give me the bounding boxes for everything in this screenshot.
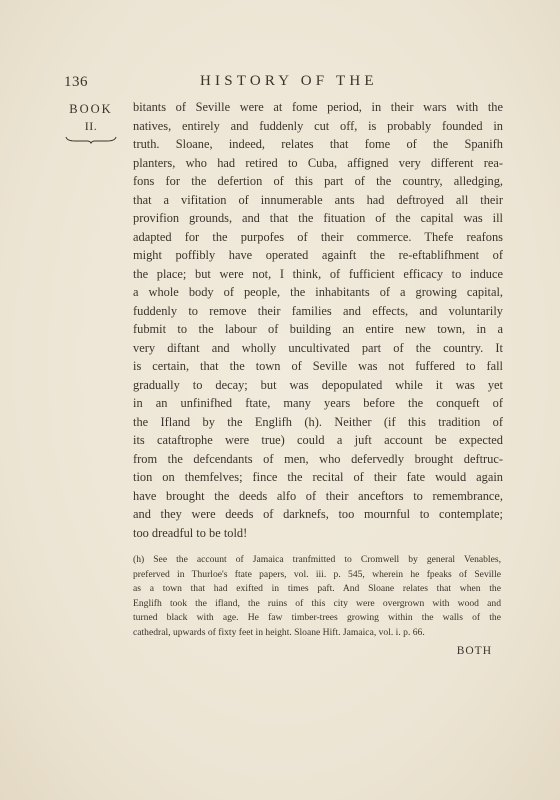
running-head: HISTORY OF THE — [200, 73, 378, 89]
text-line: very diftant and wholly uncultivated part of the country. It — [133, 340, 503, 355]
text-line: bitants of Seville were at fome period, in their wars with the — [133, 100, 503, 114]
text-line: too dreadful to be told! — [133, 525, 248, 540]
text-line: fuddenly to remove their families and effects, and voluntarily — [133, 303, 503, 318]
footnote — [133, 553, 501, 641]
text-line: a whole body of people, the inhabitants of a growing capital, — [133, 285, 503, 299]
text-line: planters, who had retired to Cuba, affigned very different rea- — [133, 155, 503, 170]
text-line: from the defcendants of men, who defervedly brought deftruc- — [133, 451, 503, 466]
text-line: is certain, that the town of Seville was not fuffered to fall — [133, 359, 503, 373]
text-line: natives, entirely and fuddenly cut off, is probably founded in — [133, 118, 503, 133]
text-line: that a vifitation of innumerable ants had deftroyed all their — [133, 192, 503, 207]
text-line: the place; but were not, I think, of fufficient efficacy to induce — [133, 266, 503, 281]
page-number: 136 — [64, 74, 88, 90]
text-line: its cataftrophe were true) could a juft account be expected — [133, 433, 503, 447]
book-number: II. — [84, 119, 98, 133]
text-line: gradually to decay; but was depopulated while it was yet — [133, 377, 503, 392]
text-line: the Ifland by the Englifh (h). Neither (if this tradition of — [133, 414, 503, 429]
body-text — [133, 98, 503, 542]
catchword: BOTH — [456, 645, 492, 657]
footnote-line: as a town that had exifted in times paft. And Sloane relates that when the — [133, 583, 501, 595]
text-line: and they were deeds of darknefs, too mournful to contemplate; — [133, 507, 503, 521]
book-word: BOOK — [69, 102, 113, 116]
text-line: truth. Sloane, indeed, relates that fome of the Spanifh — [133, 137, 503, 151]
text-line: tion on themfelves; fince the recital of their fate would again — [133, 470, 503, 484]
footnote-line: cathedral, upwards of fixty feet in height. Sloane Hift. Jamaica, vol. i. p. 66. — [133, 626, 425, 638]
text-line: fubmit to the labour of building an entire new town, in a — [133, 322, 503, 336]
text-line: provifion grounds, and that the fituation of the capital was ill — [133, 211, 503, 225]
margin-book-label — [60, 101, 122, 144]
text-line: in an unfinifhed ftate, many years before the conqueft of — [133, 396, 503, 410]
text-line: adapted for the purpofes of their commerce. Thefe reafons — [133, 229, 503, 244]
footnote-line: (h) See the account of Jamaica tranfmitted to Cromwell by general Venables, — [133, 554, 501, 565]
text-line: have brought the deeds alfo of their anceftors to remembrance, — [133, 488, 503, 503]
footnote-line: Englifh took the ifland, the ruins of this city were overgrown with wood and — [133, 597, 501, 609]
footnote-line: turned black with age. He faw timber-trees growing within the walls of the — [133, 612, 501, 624]
footnote-line: preferved in Thurloe's ftate papers, vol. iii. p. 545, wherein he fpeaks of Seville — [133, 568, 501, 580]
brace-ornament-icon — [65, 136, 117, 144]
text-line: might poffibly have operated againft the re-eftablifhment of — [133, 248, 503, 262]
text-line: fons for the defertion of this part of the country, alledging, — [133, 174, 503, 188]
